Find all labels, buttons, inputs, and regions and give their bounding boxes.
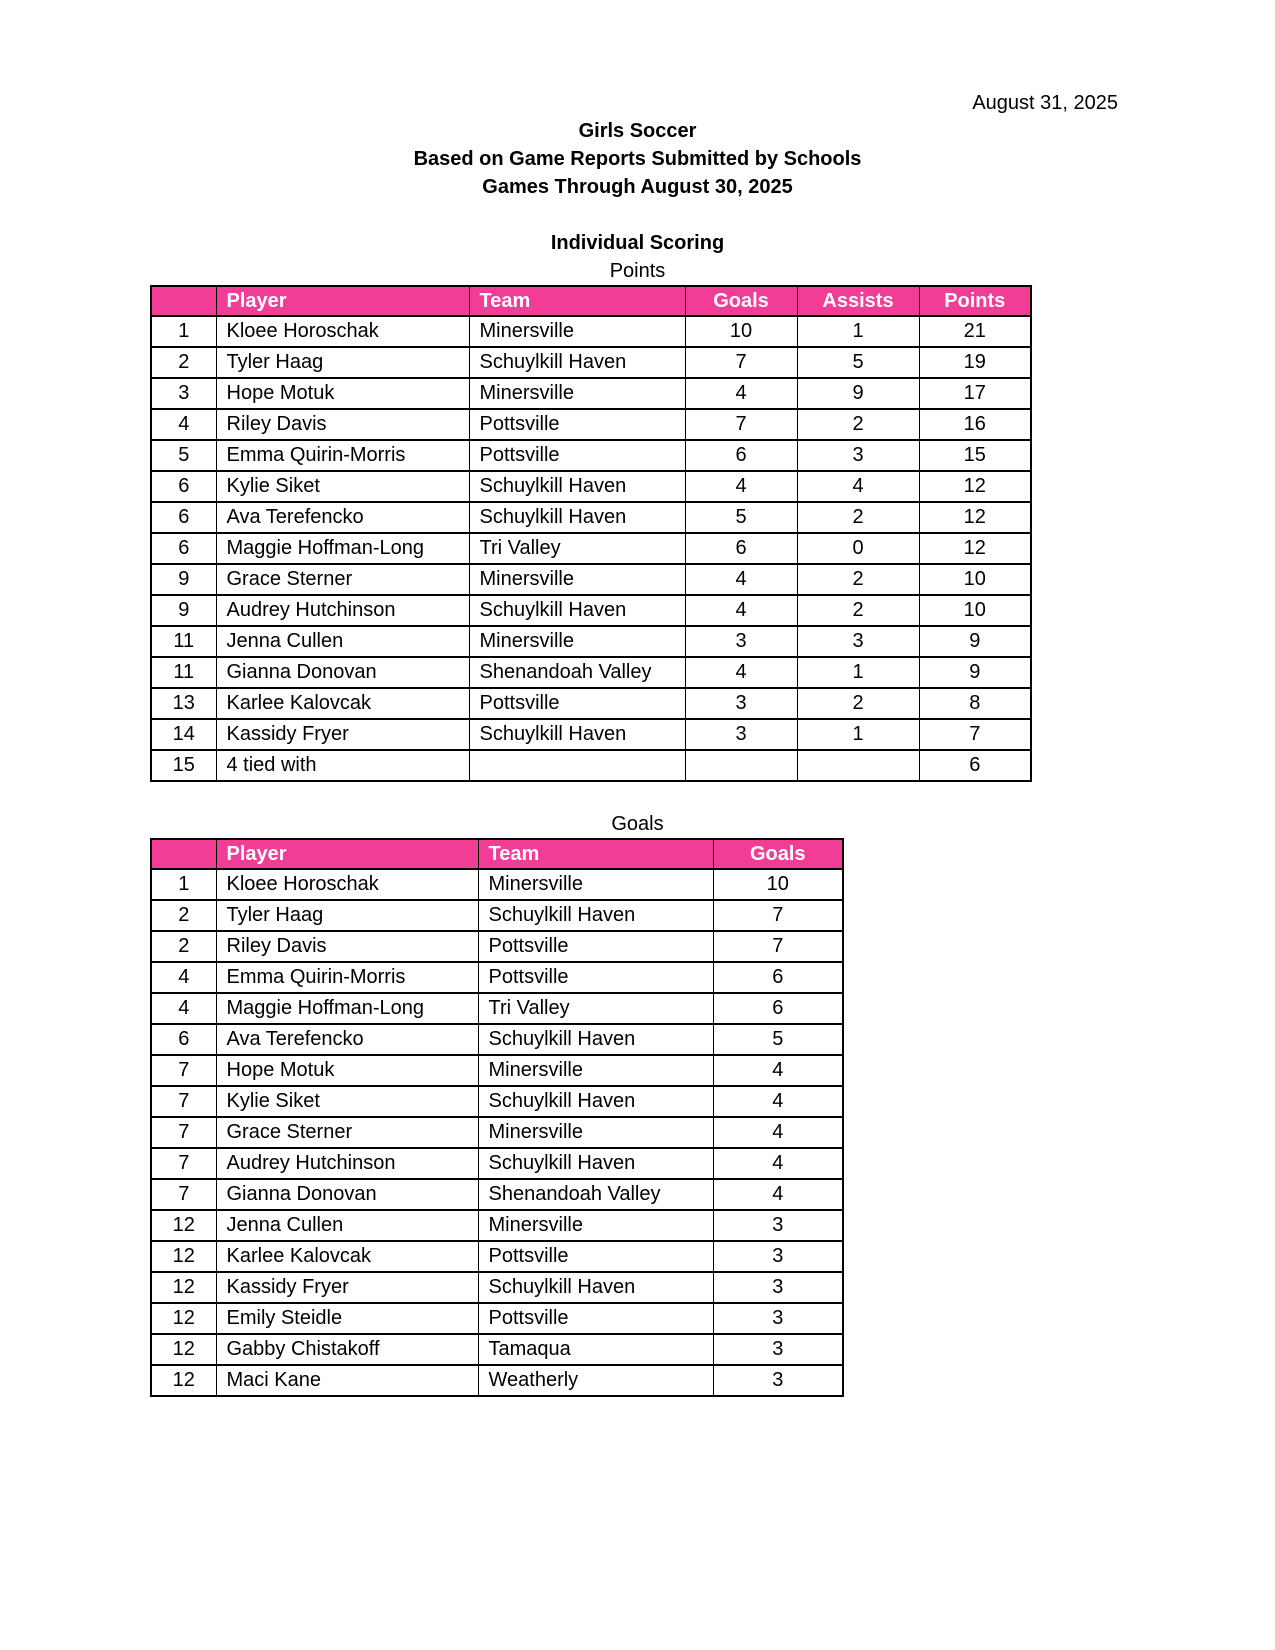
rank-cell: 7 (151, 1055, 216, 1086)
team-cell: Tri Valley (478, 993, 713, 1024)
rank-cell: 7 (151, 1117, 216, 1148)
rank-cell: 6 (151, 471, 216, 502)
team-cell: Minersville (469, 626, 685, 657)
team-cell: Pottsville (469, 409, 685, 440)
goals-cell: 4 (713, 1055, 843, 1086)
assists-cell: 1 (797, 316, 919, 347)
table-row (151, 409, 1031, 440)
player-cell: Grace Sterner (216, 1117, 478, 1148)
table-row (151, 440, 1031, 471)
assists-cell: 4 (797, 471, 919, 502)
points-col-points: Points (919, 286, 1031, 316)
rank-cell: 12 (151, 1241, 216, 1272)
player-cell: Jenna Cullen (216, 626, 469, 657)
player-cell: Tyler Haag (216, 347, 469, 378)
team-cell: Pottsville (478, 1303, 713, 1334)
table-row (151, 1303, 843, 1334)
player-cell: Maggie Hoffman-Long (216, 993, 478, 1024)
table-row (151, 1272, 843, 1303)
rank-cell: 4 (151, 993, 216, 1024)
player-cell: Ava Terefencko (216, 1024, 478, 1055)
rank-cell: 7 (151, 1086, 216, 1117)
goals-cell: 3 (713, 1241, 843, 1272)
player-cell: Kylie Siket (216, 471, 469, 502)
table-row (151, 719, 1031, 750)
table-row (151, 1334, 843, 1365)
goals-cell: 3 (685, 719, 797, 750)
player-cell: Audrey Hutchinson (216, 595, 469, 626)
team-cell: Schuylkill Haven (469, 347, 685, 378)
assists-cell: 2 (797, 688, 919, 719)
rank-cell: 9 (151, 564, 216, 595)
goals-cell: 3 (713, 1334, 843, 1365)
assists-cell: 0 (797, 533, 919, 564)
table-row (151, 533, 1031, 564)
points-cell: 8 (919, 688, 1031, 719)
goals-cell: 4 (713, 1148, 843, 1179)
rank-cell: 3 (151, 378, 216, 409)
assists-cell (797, 750, 919, 781)
goals-cell: 6 (685, 440, 797, 471)
assists-cell: 2 (797, 595, 919, 626)
points-col-rank (151, 286, 216, 316)
points-cell: 6 (919, 750, 1031, 781)
points-caption: Points (609, 260, 666, 282)
player-cell: Karlee Kalovcak (216, 688, 469, 719)
table-row (151, 1210, 843, 1241)
report-date: August 31, 2025 (972, 92, 1118, 114)
player-cell: Kloee Horoschak (216, 316, 469, 347)
goals-cell: 10 (685, 316, 797, 347)
goals-col-player: Player (216, 839, 478, 869)
team-cell: Pottsville (478, 962, 713, 993)
assists-cell: 5 (797, 347, 919, 378)
rank-cell: 15 (151, 750, 216, 781)
team-cell: Minersville (478, 1055, 713, 1086)
table-row (151, 1024, 843, 1055)
goals-cell: 4 (713, 1117, 843, 1148)
points-cell: 15 (919, 440, 1031, 471)
points-table (150, 285, 1032, 782)
team-cell: Minersville (478, 869, 713, 900)
player-cell: Hope Motuk (216, 378, 469, 409)
goals-cell: 4 (685, 657, 797, 688)
points-table-body (151, 316, 1031, 781)
table-row (151, 564, 1031, 595)
points-table-header (151, 286, 1031, 316)
table-row (151, 502, 1031, 533)
goals-cell: 4 (685, 471, 797, 502)
points-cell: 12 (919, 471, 1031, 502)
player-cell: Hope Motuk (216, 1055, 478, 1086)
player-cell: Ava Terefencko (216, 502, 469, 533)
table-row (151, 378, 1031, 409)
table-row (151, 688, 1031, 719)
goals-cell: 3 (685, 626, 797, 657)
player-cell: Maggie Hoffman-Long (216, 533, 469, 564)
points-cell: 21 (919, 316, 1031, 347)
goals-col-team: Team (478, 839, 713, 869)
assists-cell: 2 (797, 564, 919, 595)
points-col-goals: Goals (685, 286, 797, 316)
team-cell: Pottsville (469, 440, 685, 471)
goals-cell: 7 (713, 900, 843, 931)
points-cell: 10 (919, 595, 1031, 626)
player-cell: Riley Davis (216, 409, 469, 440)
points-col-assists: Assists (797, 286, 919, 316)
rank-cell: 12 (151, 1210, 216, 1241)
goals-cell: 3 (685, 688, 797, 719)
team-cell: Pottsville (478, 1241, 713, 1272)
goals-table-body (151, 869, 843, 1396)
table-row (151, 900, 843, 931)
rank-cell: 4 (151, 409, 216, 440)
goals-cell: 10 (713, 869, 843, 900)
team-cell: Schuylkill Haven (478, 1148, 713, 1179)
points-col-team: Team (469, 286, 685, 316)
rank-cell: 11 (151, 657, 216, 688)
player-cell: Grace Sterner (216, 564, 469, 595)
table-row (151, 1148, 843, 1179)
team-cell: Tamaqua (478, 1334, 713, 1365)
table-row (151, 1241, 843, 1272)
team-cell: Minersville (469, 316, 685, 347)
rank-cell: 7 (151, 1148, 216, 1179)
table-row (151, 993, 843, 1024)
goals-cell: 3 (713, 1365, 843, 1396)
rank-cell: 11 (151, 626, 216, 657)
team-cell: Schuylkill Haven (469, 595, 685, 626)
points-cell: 12 (919, 533, 1031, 564)
rank-cell: 12 (151, 1303, 216, 1334)
team-cell: Schuylkill Haven (469, 719, 685, 750)
goals-col-rank (151, 839, 216, 869)
goals-cell: 7 (685, 347, 797, 378)
points-cell: 12 (919, 502, 1031, 533)
table-row (151, 1365, 843, 1396)
assists-cell: 3 (797, 626, 919, 657)
goals-cell: 7 (685, 409, 797, 440)
player-cell: Kylie Siket (216, 1086, 478, 1117)
rank-cell: 2 (151, 900, 216, 931)
goals-cell: 4 (685, 564, 797, 595)
assists-cell: 3 (797, 440, 919, 471)
goals-cell: 3 (713, 1210, 843, 1241)
rank-cell: 1 (151, 869, 216, 900)
goals-cell: 3 (713, 1303, 843, 1334)
points-cell: 10 (919, 564, 1031, 595)
goals-cell (685, 750, 797, 781)
goals-cell: 6 (713, 962, 843, 993)
title-source: Based on Game Reports Submitted by Schools (413, 148, 862, 170)
table-row (151, 595, 1031, 626)
player-cell: 4 tied with (216, 750, 469, 781)
goals-cell: 4 (713, 1179, 843, 1210)
team-cell: Tri Valley (469, 533, 685, 564)
goals-table-header (151, 839, 843, 869)
player-cell: Audrey Hutchinson (216, 1148, 478, 1179)
player-cell: Emily Steidle (216, 1303, 478, 1334)
section-title: Individual Scoring (550, 232, 725, 254)
goals-col-goals: Goals (713, 839, 843, 869)
assists-cell: 1 (797, 657, 919, 688)
rank-cell: 7 (151, 1179, 216, 1210)
goals-cell: 4 (685, 595, 797, 626)
table-row (151, 1086, 843, 1117)
team-cell: Schuylkill Haven (469, 502, 685, 533)
team-cell: Pottsville (478, 931, 713, 962)
rank-cell: 6 (151, 533, 216, 564)
rank-cell: 12 (151, 1365, 216, 1396)
table-row (151, 750, 1031, 781)
rank-cell: 9 (151, 595, 216, 626)
team-cell: Minersville (469, 564, 685, 595)
title-sport: Girls Soccer (578, 120, 697, 142)
rank-cell: 6 (151, 1024, 216, 1055)
team-cell: Schuylkill Haven (478, 900, 713, 931)
rank-cell: 12 (151, 1272, 216, 1303)
player-cell: Emma Quirin-Morris (216, 962, 478, 993)
table-row (151, 657, 1031, 688)
player-cell: Riley Davis (216, 931, 478, 962)
goals-cell: 6 (685, 533, 797, 564)
team-cell: Schuylkill Haven (469, 471, 685, 502)
points-col-player: Player (216, 286, 469, 316)
team-cell: Schuylkill Haven (478, 1024, 713, 1055)
title-through-date: Games Through August 30, 2025 (482, 176, 793, 198)
player-cell: Maci Kane (216, 1365, 478, 1396)
table-row (151, 962, 843, 993)
goals-table (150, 838, 844, 1397)
rank-cell: 5 (151, 440, 216, 471)
team-cell: Shenandoah Valley (478, 1179, 713, 1210)
player-cell: Kassidy Fryer (216, 719, 469, 750)
assists-cell: 9 (797, 378, 919, 409)
goals-cell: 6 (713, 993, 843, 1024)
player-cell: Gianna Donovan (216, 1179, 478, 1210)
player-cell: Gabby Chistakoff (216, 1334, 478, 1365)
assists-cell: 2 (797, 502, 919, 533)
team-cell: Shenandoah Valley (469, 657, 685, 688)
assists-cell: 1 (797, 719, 919, 750)
table-row (151, 626, 1031, 657)
rank-cell: 14 (151, 719, 216, 750)
rank-cell: 2 (151, 347, 216, 378)
player-cell: Kassidy Fryer (216, 1272, 478, 1303)
goals-cell: 7 (713, 931, 843, 962)
points-cell: 19 (919, 347, 1031, 378)
team-cell: Schuylkill Haven (478, 1086, 713, 1117)
player-cell: Karlee Kalovcak (216, 1241, 478, 1272)
player-cell: Gianna Donovan (216, 657, 469, 688)
team-cell: Weatherly (478, 1365, 713, 1396)
player-cell: Kloee Horoschak (216, 869, 478, 900)
points-cell: 16 (919, 409, 1031, 440)
team-cell (469, 750, 685, 781)
player-cell: Tyler Haag (216, 900, 478, 931)
rank-cell: 2 (151, 931, 216, 962)
table-row (151, 471, 1031, 502)
rank-cell: 12 (151, 1334, 216, 1365)
goals-cell: 5 (685, 502, 797, 533)
table-row (151, 1179, 843, 1210)
player-cell: Emma Quirin-Morris (216, 440, 469, 471)
rank-cell: 4 (151, 962, 216, 993)
table-row (151, 316, 1031, 347)
table-row (151, 1055, 843, 1086)
table-row (151, 869, 843, 900)
assists-cell: 2 (797, 409, 919, 440)
goals-cell: 4 (685, 378, 797, 409)
goals-cell: 4 (713, 1086, 843, 1117)
table-row (151, 347, 1031, 378)
table-row (151, 931, 843, 962)
team-cell: Minersville (469, 378, 685, 409)
table-row (151, 1117, 843, 1148)
team-cell: Minersville (478, 1117, 713, 1148)
points-cell: 9 (919, 626, 1031, 657)
goals-caption: Goals (611, 813, 664, 835)
points-cell: 9 (919, 657, 1031, 688)
points-cell: 7 (919, 719, 1031, 750)
goals-cell: 5 (713, 1024, 843, 1055)
team-cell: Minersville (478, 1210, 713, 1241)
goals-cell: 3 (713, 1272, 843, 1303)
player-cell: Jenna Cullen (216, 1210, 478, 1241)
rank-cell: 1 (151, 316, 216, 347)
team-cell: Pottsville (469, 688, 685, 719)
rank-cell: 13 (151, 688, 216, 719)
team-cell: Schuylkill Haven (478, 1272, 713, 1303)
points-cell: 17 (919, 378, 1031, 409)
rank-cell: 6 (151, 502, 216, 533)
